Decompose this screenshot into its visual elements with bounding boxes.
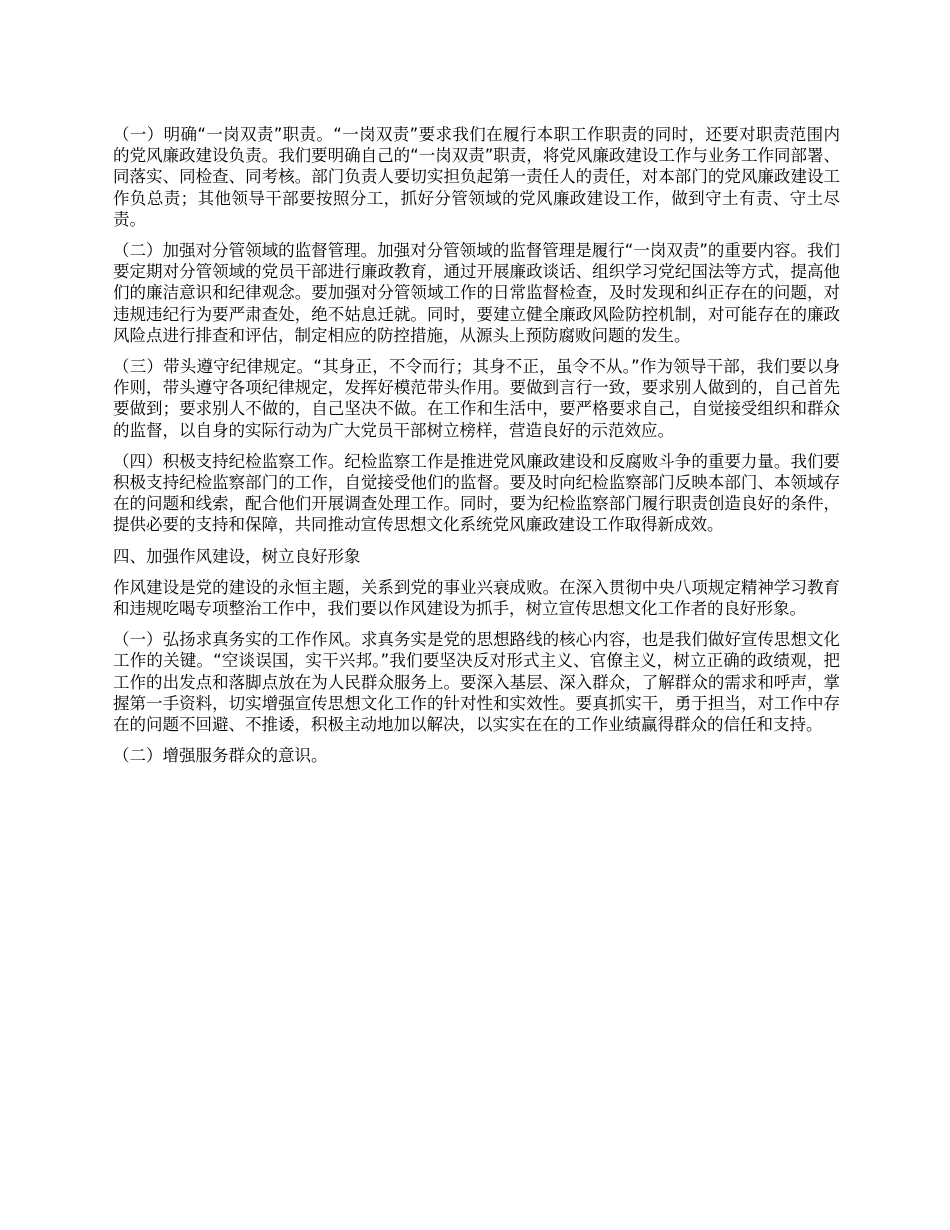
paragraph-supervision-management: （二）加强对分管领域的监督管理。加强对分管领域的监督管理是履行“一岗双责”的重要内容。我们要定期对分管领域的党员干部进行廉政教育，通过开展廉政谈话、组织学习党纪国法等方式，提高他们的廉洁意识和纪律观念。要加强对分管领域工作的日常监督检查，及时发现和纠正存在的问题，对违规违纪行为要严肃查处，绝不姑息迁就。同时，要建立健全廉政风险防控机制，对可能存在的廉政风险点进行排查和评估，制定相应的防控措施，从源头上预防腐败问题的发生。 <box>113 241 840 345</box>
paragraph-work-style-intro: 作风建设是党的建设的永恒主题，关系到党的事业兴衰成败。在深入贯彻中央八项规定精神学习教育和违规吃喝专项整治工作中，我们要以作风建设为抓手，树立宣传思想文化工作者的良好形象。 <box>113 577 840 619</box>
section-heading-work-style: 四、加强作风建设，树立良好形象 <box>113 546 361 566</box>
paragraph-abide-discipline: （三）带头遵守纪律规定。“其身正，不令而行；其身不正，虽令不从。”作为领导干部，我们要以身作则，带头遵守各项纪律规定，发挥好模范带头作用。要做到言行一致，要求别人做到的，自己首先要做到；要求别人不做的，自己坚决不做。在工作和生活中，要严格要求自己，自觉接受组织和群众的监督，以自身的实际行动为广大党员干部树立榜样，营造良好的示范效应。 <box>113 357 840 440</box>
paragraph-one-post-two-duties: （一）明确“一岗双责”职责。“一岗双责”要求我们在履行本职工作职责的同时，还要对职责范围内的党风廉政建设负责。我们要明确自己的“一岗双责”职责，将党风廉政建设工作与业务工作同部署、同落实、同检查、同考核。部门负责人要切实担负起第一责任人的责任，对本部门的党风廉政建设工作负总责；其他领导干部要按照分工，抓好分管领域的党风廉政建设工作，做到守土有责、守土尽责。 <box>113 125 840 229</box>
paragraph-support-inspection: （四）积极支持纪检监察工作。纪检监察工作是推进党风廉政建设和反腐败斗争的重要力量。我们要积极支持纪检监察部门的工作，自觉接受他们的监督。要及时向纪检监察部门反映本部门、本领域存在的问题和线索，配合他们开展调查处理工作。同时，要为纪检监察部门履行职责创造良好的条件，提供必要的支持和保障，共同推动宣传思想文化系统党风廉政建设工作取得新成效。 <box>113 451 840 535</box>
paragraph-pragmatic-style: （一）弘扬求真务实的工作作风。求真务实是党的思想路线的核心内容，也是我们做好宣传思想文化工作的关键。“空谈误国，实干兴邦。”我们要坚决反对形式主义、官僚主义，树立正确的政绩观，把工作的出发点和落脚点放在为人民群众服务上。要深入基层、深入群众，了解群众的需求和呼声，掌握第一手资料，切实增强宣传思想文化工作的针对性和实效性。要真抓实干，勇于担当，对工作中存在的问题不回避、不推诿，积极主动地加以解决，以实实在在的工作业绩赢得群众的信任和支持。 <box>113 630 840 735</box>
paragraph-serve-the-masses: （二）增强服务群众的意识。 <box>113 746 328 766</box>
document-body <box>113 124 840 776</box>
